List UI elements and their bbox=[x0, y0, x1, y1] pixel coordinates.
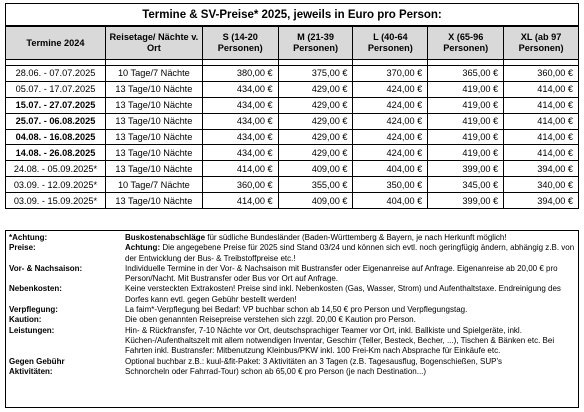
cell-xl: 414,00 € bbox=[504, 97, 579, 113]
header-termine: Termine 2024 bbox=[6, 27, 106, 60]
cell-l: 424,00 € bbox=[353, 145, 428, 161]
cell-x: 419,00 € bbox=[428, 113, 504, 129]
info-text bbox=[125, 305, 575, 315]
info-body: Die angegebene Preise für 2025 sind Stand 03/24 und können sich evtl. noch geringfügig ändern, abhängig z.B. von der Entwicklung der Bus- & Treibstoffpreise etc.! bbox=[125, 243, 575, 263]
cell-x: 345,00 € bbox=[428, 177, 504, 193]
cell-s: 434,00 € bbox=[202, 81, 278, 97]
cell-date: 15.07. - 27.07.2025 bbox=[6, 97, 106, 113]
cell-m: 409,00 € bbox=[278, 193, 353, 209]
info-text bbox=[125, 264, 575, 285]
cell-x: 419,00 € bbox=[428, 129, 504, 145]
header-l: L (40-64 Personen) bbox=[353, 27, 428, 60]
table-row bbox=[6, 129, 579, 145]
info-text bbox=[125, 357, 575, 367]
cell-m: 429,00 € bbox=[278, 113, 353, 129]
price-table bbox=[5, 26, 579, 209]
info-label: Preise: bbox=[9, 243, 36, 253]
cell-s: 414,00 € bbox=[202, 161, 278, 177]
cell-nights: 13 Tage/10 Nächte bbox=[105, 193, 202, 209]
info-text bbox=[125, 315, 575, 325]
title-text: Termine & SV-Preise* 2025, jeweils in Euro pro Person: bbox=[142, 8, 442, 21]
table-row bbox=[6, 177, 579, 193]
info-label: Leistungen: bbox=[9, 325, 55, 335]
header-xl: XL (ab 97 Personen) bbox=[504, 27, 579, 60]
table-row bbox=[6, 193, 579, 209]
header-s: S (14-20 Personen) bbox=[202, 27, 278, 60]
cell-m: 409,00 € bbox=[278, 161, 353, 177]
table-row bbox=[6, 66, 579, 82]
table-row bbox=[6, 161, 579, 177]
info-body: Keine versteckten Extrakosten! Preise sind inkl. Nebenkosten (Gas, Wasser, Strom) und Aufenthaltstaxe. Endreinigung des Dorfes kann evtl. gegen Gebühr bestellt werden! bbox=[125, 284, 561, 304]
cell-l: 424,00 € bbox=[353, 81, 428, 97]
cell-nights: 13 Tage/10 Nächte bbox=[105, 161, 202, 177]
cell-l: 370,00 € bbox=[353, 66, 428, 82]
info-row bbox=[9, 326, 575, 357]
cell-xl: 414,00 € bbox=[504, 145, 579, 161]
cell-x: 399,00 € bbox=[428, 193, 504, 209]
info-body: Hin- & Rückfransfer, 7-10 Nächte vor Ort, deutschsprachiger Teamer vor Ort, inkl. Ballkiste und Spielgeräte, inkl. Küchen-/Aufenthaltszelt mit allem notwendigen Inventar, Geschirr (Teller, Besteck, Becher, ...), Tischen & Bänken etc. Bei Fahrten inkl. Bustransfer: Mitbenutzung Kleinbus/PKW inkl. 100 Frei-Km nach Absprache für Einkäufe etc. bbox=[125, 325, 555, 356]
info-label: Gegen Gebühr bbox=[9, 356, 65, 366]
cell-x: 365,00 € bbox=[428, 66, 504, 82]
cell-date: 25.07. - 06.08.2025 bbox=[6, 113, 106, 129]
cell-m: 355,00 € bbox=[278, 177, 353, 193]
info-body: für südliche Bundesländer (Baden-Württemberg & Bayern, je nach Herkunft möglich! bbox=[205, 233, 507, 242]
cell-x: 419,00 € bbox=[428, 81, 504, 97]
info-row bbox=[9, 264, 575, 285]
cell-s: 434,00 € bbox=[202, 97, 278, 113]
info-label: Verpflegung: bbox=[9, 305, 58, 315]
info-row bbox=[9, 305, 575, 315]
cell-l: 424,00 € bbox=[353, 113, 428, 129]
cell-xl: 414,00 € bbox=[504, 113, 579, 129]
info-row bbox=[9, 367, 575, 377]
cell-nights: 13 Tage/10 Nächte bbox=[105, 81, 202, 97]
info-bold-lead: Buskostenabschläge bbox=[125, 233, 206, 242]
cell-xl: 414,00 € bbox=[504, 81, 579, 97]
cell-date: 24.08. - 05.09.2025* bbox=[6, 161, 106, 177]
cell-date: 03.09. - 12.09.2025* bbox=[6, 177, 106, 193]
cell-date: 03.09. - 15.09.2025* bbox=[6, 193, 106, 209]
cell-date: 14.08. - 26.08.2025 bbox=[6, 145, 106, 161]
cell-date: 04.08. - 16.08.2025 bbox=[6, 129, 106, 145]
cell-nights: 13 Tage/10 Nächte bbox=[105, 97, 202, 113]
info-body: Die oben genannten Reisepreise verstehen sich zzgl. 20,00 € Kaution pro Person. bbox=[125, 315, 416, 325]
cell-date: 28.06. - 07.07.2025 bbox=[6, 66, 106, 82]
cell-x: 399,00 € bbox=[428, 161, 504, 177]
cell-m: 375,00 € bbox=[278, 66, 353, 82]
info-label: Vor- & Nachsaison: bbox=[9, 263, 83, 273]
info-body: Schnorcheln oder Fahrrad-Tour) schon ab 65,00 € pro Person (je nach Destination...) bbox=[125, 366, 427, 376]
cell-nights: 10 Tage/7 Nächte bbox=[105, 177, 202, 193]
cell-s: 434,00 € bbox=[202, 129, 278, 145]
info-row bbox=[9, 357, 575, 367]
cell-xl: 394,00 € bbox=[504, 193, 579, 209]
cell-nights: 13 Tage/10 Nächte bbox=[105, 129, 202, 145]
cell-xl: 340,00 € bbox=[504, 177, 579, 193]
info-box bbox=[5, 230, 579, 408]
cell-l: 350,00 € bbox=[353, 177, 428, 193]
cell-xl: 360,00 € bbox=[504, 66, 579, 82]
cell-s: 434,00 € bbox=[202, 113, 278, 129]
cell-s: 360,00 € bbox=[202, 177, 278, 193]
info-row bbox=[9, 315, 575, 325]
header-x: X (65-96 Personen) bbox=[428, 27, 504, 60]
table-row bbox=[6, 145, 579, 161]
table-row bbox=[6, 113, 579, 129]
cell-nights: 10 Tage/7 Nächte bbox=[105, 66, 202, 82]
cell-m: 429,00 € bbox=[278, 129, 353, 145]
cell-x: 419,00 € bbox=[428, 97, 504, 113]
info-body: Individuelle Termine in der Vor- & Nachsaison mit Bustransfer oder Eigenanreise auf Anfrage. Eigenanreise ab 20,00 € pro Person/Nacht. Mit Bustransfer oder Bus vor Ort auf Anfrage. bbox=[125, 263, 558, 284]
cell-l: 424,00 € bbox=[353, 129, 428, 145]
info-label: *Achtung: bbox=[9, 233, 48, 242]
price-table-body bbox=[6, 60, 579, 209]
info-bold-lead: Achtung: bbox=[125, 243, 161, 253]
info-text bbox=[125, 367, 575, 377]
cell-m: 429,00 € bbox=[278, 97, 353, 113]
cell-xl: 394,00 € bbox=[504, 161, 579, 177]
info-row bbox=[9, 284, 575, 305]
table-row bbox=[6, 97, 579, 113]
cell-l: 424,00 € bbox=[353, 97, 428, 113]
header-reisetage: Reisetage/ Nächte v. Ort bbox=[105, 27, 202, 60]
cell-s: 414,00 € bbox=[202, 193, 278, 209]
info-row bbox=[9, 233, 575, 243]
cell-l: 404,00 € bbox=[353, 193, 428, 209]
info-text bbox=[125, 326, 575, 357]
cell-date: 05.07. - 17.07.2025 bbox=[6, 81, 106, 97]
cell-nights: 13 Tage/10 Nächte bbox=[105, 113, 202, 129]
info-body: La faim*-Verpflegung bei Bedarf: VP buchbar schon ab 14,50 € pro Person und Verpflegungstag. bbox=[125, 305, 468, 315]
info-text bbox=[125, 284, 575, 305]
page-title bbox=[5, 3, 579, 26]
cell-m: 429,00 € bbox=[278, 145, 353, 161]
info-body: Optional buchbar z.B.: kuul-&fit-Paket: 3 Aktivitäten an 3 Tagen (z.B. Tagesausflug, Bogenschießen, SUP's bbox=[125, 356, 502, 366]
cell-s: 380,00 € bbox=[202, 66, 278, 82]
cell-xl: 414,00 € bbox=[504, 129, 579, 145]
info-text bbox=[125, 243, 575, 264]
info-label: Nebenkosten: bbox=[9, 284, 62, 294]
cell-x: 419,00 € bbox=[428, 145, 504, 161]
table-header-row bbox=[6, 27, 579, 60]
info-label: Kaution: bbox=[9, 315, 42, 325]
table-row bbox=[6, 81, 579, 97]
info-row bbox=[9, 243, 575, 264]
cell-m: 429,00 € bbox=[278, 81, 353, 97]
cell-l: 404,00 € bbox=[353, 161, 428, 177]
info-text bbox=[125, 233, 575, 243]
cell-nights: 13 Tage/10 Nächte bbox=[105, 145, 202, 161]
info-label: Aktivitäten: bbox=[9, 366, 53, 376]
cell-s: 434,00 € bbox=[202, 145, 278, 161]
header-m: M (21-39 Personen) bbox=[278, 27, 353, 60]
